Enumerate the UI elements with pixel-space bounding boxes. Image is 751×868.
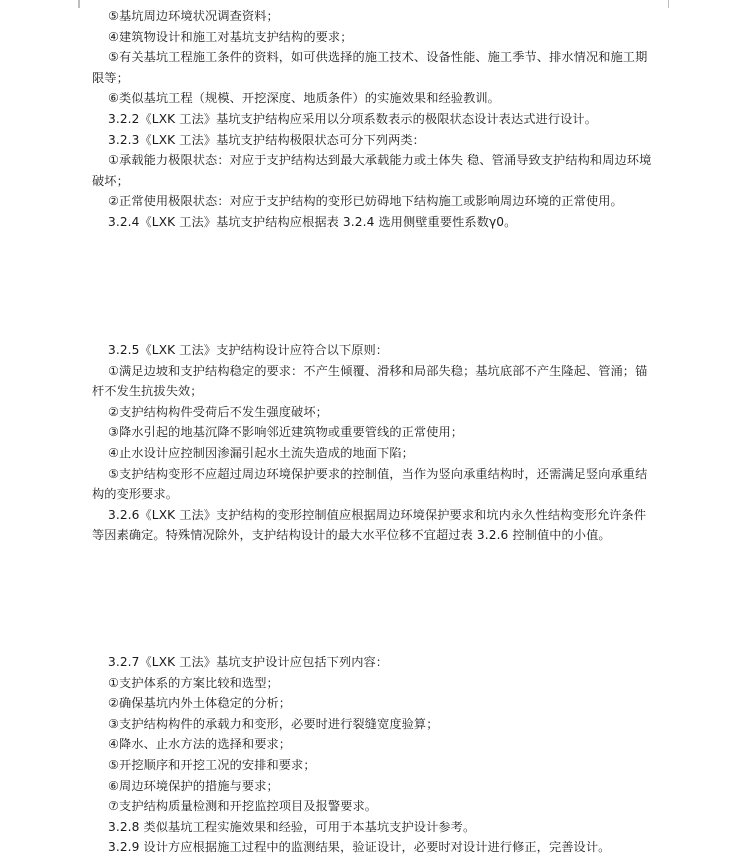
text-line: ②支护结构构件受荷后不发生强度破坏； bbox=[108, 404, 328, 419]
page-corner-mark-right bbox=[668, 0, 669, 8]
text-line: ②正常使用极限状态：对应于支护结构的变形已妨碍地下结构施工或影响周边环境的正常使用。 bbox=[108, 194, 623, 209]
text-line: ⑥类似基坑工程（规模、开挖深度、地质条件）的实施效果和经验教训。 bbox=[108, 91, 500, 106]
list-item: ④降水、止水方法的选择和要求； bbox=[108, 737, 292, 752]
text-line: 3.2.2《LXK 工法》基坑支护结构应采用以分项系数表示的极限状态设计表达式进行设计。 bbox=[108, 111, 597, 126]
list-item: ①支护体系的方案比较和选型； bbox=[108, 675, 279, 690]
text-line: ④建筑物设计和施工对基坑支护结构的要求； bbox=[108, 29, 353, 44]
text-line: 3.2.9 设计方应根据施工过程中的监测结果，验证设计，必要时对设计进行修正，完善设计。 bbox=[108, 840, 611, 855]
text-line: 3.2.4《LXK 工法》基坑支护结构应根据表 3.2.4 选用侧壁重要性系数γ0。 bbox=[108, 214, 517, 229]
paragraph: ①满足边坡和支护结构稳定的要求：不产生倾覆、滑移和局部失稳；基坑底部不产生隆起、管涌；锚杆不发生抗拔失效； bbox=[92, 363, 648, 399]
text-line: ③降水引起的地基沉降不影响邻近建筑物或重要管线的正常使用； bbox=[108, 425, 464, 440]
section-site-info bbox=[92, 6, 652, 233]
section-design-principles bbox=[92, 340, 652, 546]
text-line: 3.2.8 类似基坑工程实施效果和经验，可用于本基坑支护设计参考。 bbox=[108, 819, 476, 834]
section-design-contents bbox=[92, 652, 652, 858]
text-line: ④止水设计应控制因渗漏引起水土流失造成的地面下陷； bbox=[108, 445, 414, 460]
paragraph: 3.2.6《LXK 工法》支护结构的变形控制值应根据周边环境保护要求和坑内永久性结构变形允许条件等因素确定。特殊情况除外，支护结构设计的最大水平位移不宜超过表 3.2.6 控制值中的小值。 bbox=[92, 507, 647, 543]
list-item: ②确保基坑内外土体稳定的分析； bbox=[108, 696, 292, 711]
list-item: ⑤开挖顺序和开挖工况的安排和要求； bbox=[108, 757, 316, 772]
text-line: 3.2.3《LXK 工法》基坑支护结构极限状态可分下列两类： bbox=[108, 132, 425, 147]
text-line: ⑤基坑周边环境状况调查资料； bbox=[108, 9, 279, 23]
page-corner-mark-left bbox=[78, 0, 80, 8]
paragraph: ①承载能力极限状态：对应于支护结构达到最大承载能力或土体失 稳、管涌导致支护结构和周边环境破坏； bbox=[92, 153, 652, 188]
paragraph: ⑤支护结构变形不应超过周边环境保护要求的控制值，当作为竖向承重结构时，还需满足竖向承重结构的变形要求。 bbox=[92, 466, 648, 502]
paragraph: ⑤有关基坑工程施工条件的资料，如可供选择的施工技术、设备性能、施工季节、排水情况和施工期限等； bbox=[92, 50, 648, 85]
section-heading: 3.2.7《LXK 工法》基坑支护设计应包括下列内容： bbox=[108, 655, 389, 669]
list-item: ③支护结构构件的承载力和变形，必要时进行裂缝宽度验算； bbox=[108, 716, 439, 731]
list-item: ⑥周边环境保护的措施与要求； bbox=[108, 778, 279, 793]
section-heading: 3.2.5《LXK 工法》支护结构设计应符合以下原则： bbox=[108, 343, 389, 357]
list-item: ⑦支护结构质量检测和开挖监控项目及报警要求。 bbox=[108, 799, 378, 814]
